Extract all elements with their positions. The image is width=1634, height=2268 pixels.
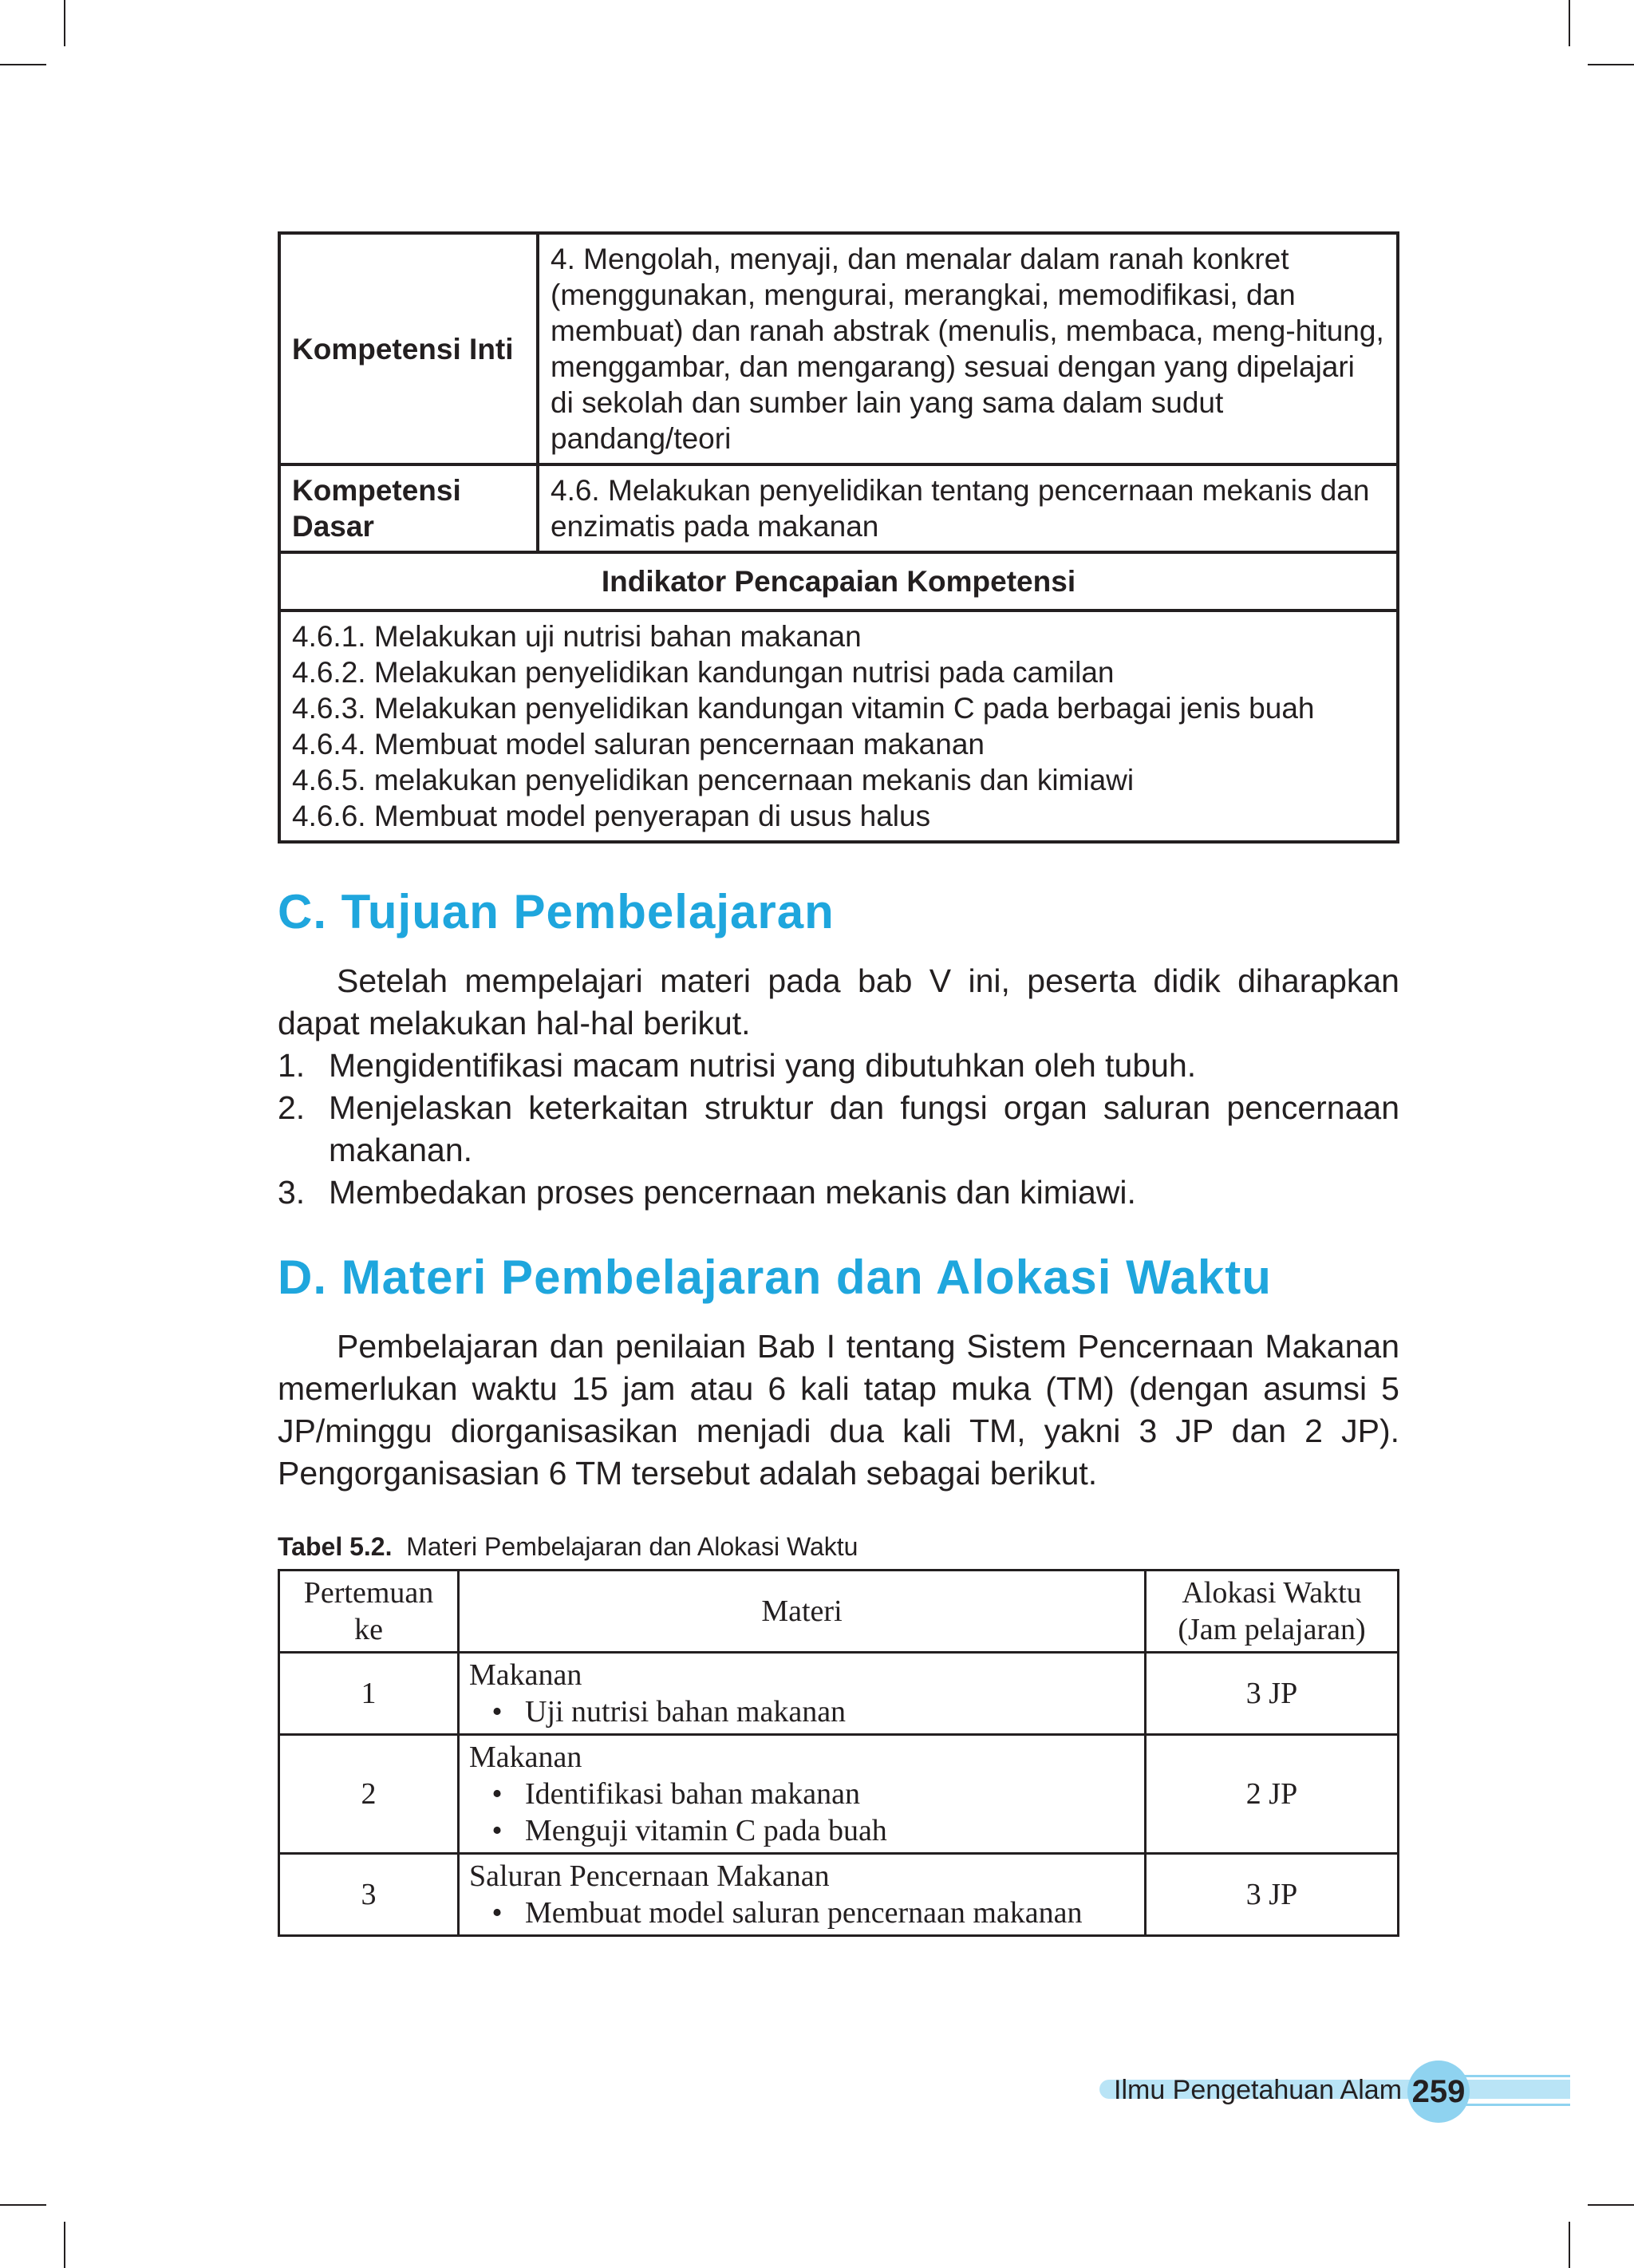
indicator-item: 4.6.6. Membuat model penyerapan di usus halus <box>292 800 931 832</box>
table-row <box>279 1653 1399 1735</box>
kd-text: 4.6. Melakukan penyelidikan tentang pencernaan mekanis dan enzimatis pada makanan <box>538 464 1398 552</box>
material-cell <box>459 1854 1146 1936</box>
crop-mark <box>0 2204 46 2206</box>
ki-text: 4. Mengolah, menyaji, dan menalar dalam ranah konkret (menggunakan, mengurai, merangkai, memodifikasi, dan membuat) dan ranah abstrak (menulis, membaca, meng-hitung, menggambar, dan mengarang) sesuai dengan yang dipelajari di sekolah dan sumber lain yang sama dalam sudut pandang/teori <box>538 233 1398 464</box>
indicator-item: 4.6.2. Melakukan penyelidikan kandungan nutrisi pada camilan <box>292 656 1115 689</box>
section-d-heading: D. Materi Pembelajaran dan Alokasi Waktu <box>278 1251 1272 1304</box>
section-c-intro <box>278 960 1399 1045</box>
ki-label: Kompetensi Inti <box>279 233 538 464</box>
section-c-heading: C. Tujuan Pembelajaran <box>278 885 835 938</box>
schedule-header-row <box>279 1571 1399 1653</box>
list-item: 1. Mengidentifikasi macam nutrisi yang dibutuhkan oleh tubuh. <box>278 1047 1197 1084</box>
crop-mark <box>1588 64 1634 65</box>
footer-book-title: Ilmu Pengetahuan Alam <box>1114 2075 1403 2105</box>
table-caption <box>278 1532 858 1562</box>
indicator-list-row <box>279 610 1398 842</box>
ki-row <box>279 233 1398 464</box>
material-bullets <box>469 1895 1135 1931</box>
section-c-intro-text: Setelah mempelajari materi pada bab V ini, peserta didik diharapkan dapat melakukan hal-hal berikut. <box>278 962 1399 1041</box>
page-number: 259 <box>1407 2061 1470 2123</box>
list-item: 2. Menjelaskan keterkaitan struktur dan fungsi organ saluran pencernaan makanan. <box>278 1089 1399 1168</box>
time-allocation: 2 JP <box>1146 1735 1399 1854</box>
header-meeting: Pertemuan ke <box>279 1571 459 1653</box>
table-row <box>279 1854 1399 1936</box>
crop-mark <box>0 64 46 65</box>
material-cell <box>459 1653 1146 1735</box>
indicator-item: 4.6.3. Melakukan penyelidikan kandungan vitamin C pada berbagai jenis buah <box>292 692 1315 725</box>
crop-mark <box>1588 2204 1634 2206</box>
time-allocation: 3 JP <box>1146 1653 1399 1735</box>
bullet-item: • Membuat model saluran pencernaan makanan <box>491 1896 1083 1930</box>
indicator-item: 4.6.5. melakukan penyelidikan pencernaan mekanis dan kimiawi <box>292 764 1135 796</box>
material-topic: Makanan <box>469 1741 582 1774</box>
bullet-item: • Menguji vitamin C pada buah <box>491 1814 887 1847</box>
indicator-heading: Indikator Pencapaian Kompetensi <box>279 552 1398 610</box>
material-bullets <box>469 1776 1135 1849</box>
header-time: Alokasi Waktu (Jam pelajaran) <box>1146 1571 1399 1653</box>
time-allocation: 3 JP <box>1146 1854 1399 1936</box>
list-item: 3. Membedakan proses pencernaan mekanis dan kimiawi. <box>278 1174 1136 1211</box>
crop-mark <box>1569 2222 1570 2268</box>
indicator-heading-row <box>279 552 1398 610</box>
schedule-table <box>278 1569 1399 1937</box>
crop-mark <box>64 0 65 46</box>
indicator-list <box>279 610 1398 842</box>
table-row <box>279 1735 1399 1854</box>
section-d-paragraph <box>278 1326 1399 1495</box>
bullet-item: • Uji nutrisi bahan makanan <box>491 1695 847 1729</box>
kd-row <box>279 464 1398 552</box>
indicator-item: 4.6.1. Melakukan uji nutrisi bahan makanan <box>292 620 862 653</box>
objectives-list <box>278 1045 1399 1214</box>
competency-table <box>278 231 1399 844</box>
crop-mark <box>64 2222 65 2268</box>
meeting-number: 2 <box>279 1735 459 1854</box>
crop-mark <box>1569 0 1570 46</box>
material-bullets <box>469 1693 1135 1730</box>
kd-label: Kompetensi Dasar <box>279 464 538 552</box>
material-topic: Saluran Pencernaan Makanan <box>469 1859 830 1893</box>
indicator-item: 4.6.4. Membuat model saluran pencernaan makanan <box>292 728 985 761</box>
table-caption-label: Tabel 5.2. <box>278 1532 393 1561</box>
meeting-number: 1 <box>279 1653 459 1735</box>
section-d-paragraph-text: Pembelajaran dan penilaian Bab I tentang Sistem Pencernaan Makanan memerlukan waktu 15 jam atau 6 kali tatap muka (TM) (dengan asumsi 5 JP/minggu diorganisasikan menjadi dua kali TM, yakni 3 JP dan 2 JP). Pengorganisasian 6 TM tersebut adalah sebagai berikut. <box>278 1328 1399 1492</box>
header-material: Materi <box>459 1571 1146 1653</box>
material-topic: Makanan <box>469 1658 582 1692</box>
meeting-number: 3 <box>279 1854 459 1936</box>
material-cell <box>459 1735 1146 1854</box>
bullet-item: • Identifikasi bahan makanan <box>491 1777 860 1811</box>
table-caption-title: Materi Pembelajaran dan Alokasi Waktu <box>406 1532 858 1561</box>
